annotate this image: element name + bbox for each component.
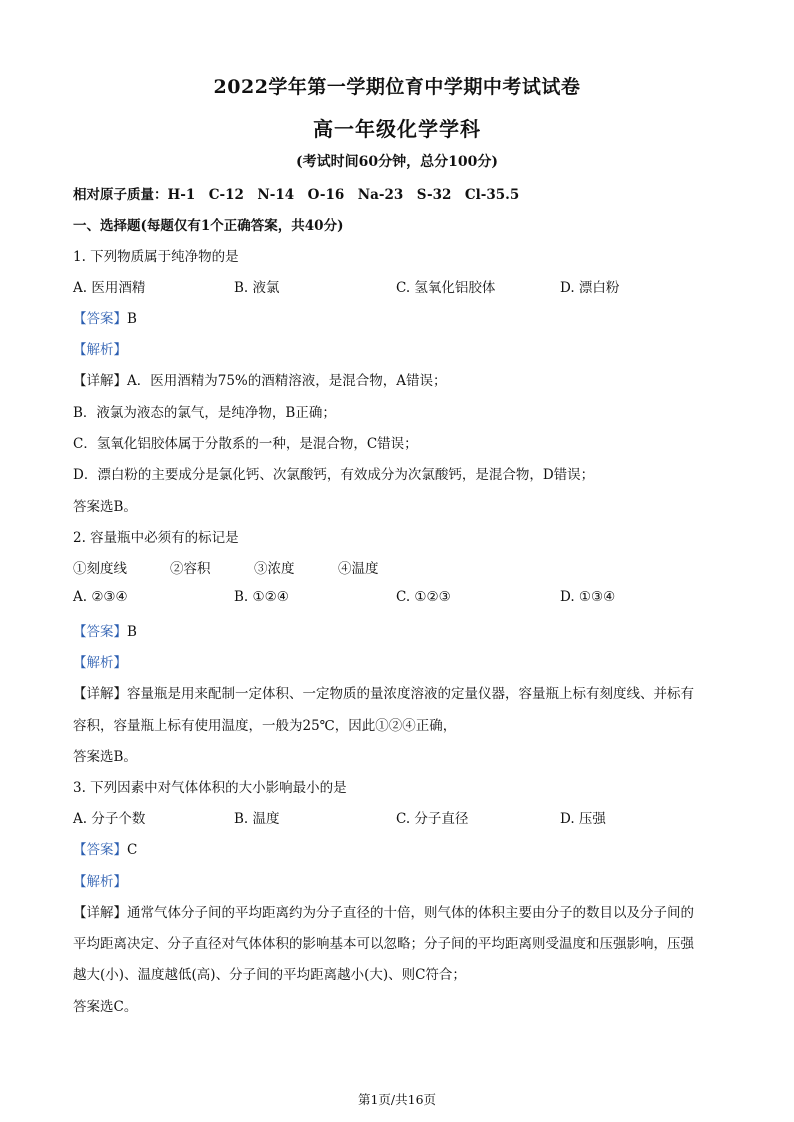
q1-detail-line [73, 369, 447, 389]
q3-detail-line: 越大(小)、温度越低(高)、分子间的平均距离越小(大)、则C符合； [73, 967, 466, 983]
detail-tag: 【详解】 [73, 905, 127, 921]
detail-text: 通常气体分子间的平均距离约为分子直径的十倍，则气体的体积主要由分子的数目以及分子间的 [127, 905, 694, 921]
answer-tag: 【答案】 [73, 842, 127, 858]
detail-text: 容量瓶是用来配制一定体积、一定物质的量浓度溶液的定量仪器，容量瓶上标有刻度线、并标有 [127, 686, 694, 702]
q2-option-a: A. ②③④ [73, 589, 128, 605]
answer-value: B [127, 624, 137, 640]
q2-analysis-tag: 【解析】 [73, 655, 127, 671]
detail-tag: 【详解】 [73, 686, 127, 702]
q2-stem: 2. 容量瓶中必须有的标记是 [73, 530, 239, 546]
q2-detail-line: 容积，容量瓶上标有使用温度，一般为25℃，因此①②④正确， [73, 718, 457, 734]
q2-item: ①刻度线 [73, 561, 127, 577]
q3-option-c: C. 分子直径 [396, 811, 469, 827]
answer-value: C [127, 842, 138, 858]
q1-stem: 1. 下列物质属于纯净物的是 [73, 249, 239, 265]
q2-conclusion: 答案选B。 [73, 749, 137, 765]
q1-answer [73, 307, 137, 327]
exam-title: 2022学年第一学期位育中学期中考试试卷 [213, 76, 581, 98]
detail-text: A．医用酒精为75%的酒精溶液，是混合物，A错误； [127, 373, 447, 389]
answer-value: B [127, 311, 137, 327]
q3-detail-line: 平均距离决定、分子直径对气体体积的影响基本可以忽略；分子间的平均距离则受温度和压强影响，压强 [73, 936, 694, 952]
q1-option-c: C. 氢氧化铝胶体 [396, 280, 496, 296]
q3-stem: 3. 下列因素中对气体体积的大小影响最小的是 [73, 780, 347, 796]
q1-analysis-tag: 【解析】 [73, 342, 127, 358]
q1-option-d: D. 漂白粉 [560, 280, 620, 296]
answer-tag: 【答案】 [73, 311, 127, 327]
q3-answer [73, 838, 137, 858]
q2-item: ④温度 [338, 561, 379, 577]
q1-detail-line: C．氢氧化铝胶体属于分散系的一种，是混合物，C错误； [73, 436, 418, 452]
q2-detail-line [73, 682, 694, 702]
answer-tag: 【答案】 [73, 624, 127, 640]
q3-option-b: B. 温度 [234, 811, 280, 827]
q2-item: ③浓度 [254, 561, 295, 577]
q3-conclusion: 答案选C。 [73, 999, 138, 1015]
q1-option-a: A. 医用酒精 [73, 280, 146, 296]
q3-option-a: A. 分子个数 [73, 811, 146, 827]
q1-option-b: B. 液氯 [234, 280, 280, 296]
q2-answer [73, 620, 137, 640]
atomic-masses: 相对原子质量：H-1 C-12 N-14 O-16 Na-23 S-32 Cl-35.5 [73, 187, 520, 203]
subject-title: 高一年级化学学科 [313, 117, 481, 141]
q2-option-c: C. ①②③ [396, 589, 451, 605]
q1-detail-line: B．液氯为液态的氯气，是纯净物，B正确； [73, 405, 336, 421]
q3-analysis-tag: 【解析】 [73, 874, 127, 890]
q2-option-b: B. ①②④ [234, 589, 289, 605]
q3-detail-line [73, 901, 694, 921]
q2-option-d: D. ①③④ [560, 589, 616, 605]
section-title: 一、选择题(每题仅有1个正确答案，共40分) [73, 218, 344, 234]
q1-conclusion: 答案选B。 [73, 499, 137, 515]
detail-tag: 【详解】 [73, 373, 127, 389]
exam-info: (考试时间60分钟，总分100分) [296, 154, 498, 170]
q3-option-d: D. 压强 [560, 811, 606, 827]
q2-item: ②容积 [170, 561, 211, 577]
q1-detail-line: D．漂白粉的主要成分是氯化钙、次氯酸钙，有效成分为次氯酸钙，是混合物，D错误； [73, 467, 595, 483]
page-number: 第1页/共16页 [357, 1092, 437, 1107]
